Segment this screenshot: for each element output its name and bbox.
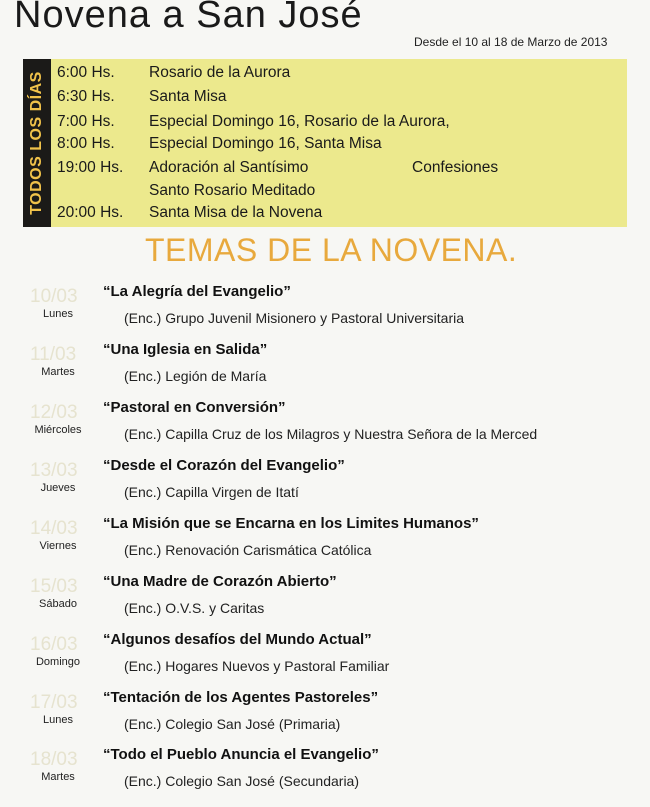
schedule-activity: Rosario de la Aurora — [149, 64, 291, 81]
item-encargado: (Enc.) Legión de María — [124, 368, 267, 384]
item-theme: “Pastoral en Conversión” — [103, 399, 286, 416]
schedule-activity: Especial Domingo 16, Santa Misa — [149, 135, 382, 152]
item-day: Jueves — [40, 482, 76, 494]
item-day: Lunes — [43, 714, 73, 726]
item-theme: “Todo el Pueblo Anuncia el Evangelio” — [103, 746, 379, 763]
schedule-activity: Santa Misa de la Novena — [149, 204, 323, 221]
item-day: Lunes — [43, 308, 73, 320]
schedule-side-banner — [23, 59, 51, 227]
date-range: Desde el 10 al 18 de Marzo de 2013 — [414, 35, 608, 49]
schedule-time: 7:00 Hs. — [57, 113, 115, 130]
item-day: Sábado — [39, 598, 77, 610]
page-title: Novena a San José — [14, 0, 363, 36]
novena-item — [0, 399, 650, 460]
item-date: 13/03 — [30, 460, 78, 481]
schedule-time: 8:00 Hs. — [57, 135, 115, 152]
item-encargado: (Enc.) O.V.S. y Caritas — [124, 600, 265, 616]
item-date: 11/03 — [30, 344, 77, 365]
item-date: 15/03 — [30, 576, 78, 597]
item-day: Martes — [41, 771, 75, 783]
item-encargado: (Enc.) Colegio San José (Primaria) — [124, 716, 341, 732]
schedule-activity: Adoración al Santísimo — [149, 159, 309, 176]
schedule-activity: Santo Rosario Meditado — [149, 182, 316, 199]
item-theme: “Tentación de los Agentes Pastoreles” — [103, 689, 379, 706]
schedule-activity: Especial Domingo 16, Rosario de la Aurora, — [149, 113, 450, 130]
item-date: 12/03 — [30, 402, 78, 423]
schedule-side-label: TODOS LOS DÍAS — [28, 71, 45, 215]
item-day: Martes — [41, 366, 75, 378]
item-date: 14/03 — [30, 518, 78, 539]
item-day: Domingo — [35, 656, 81, 668]
novena-item — [0, 457, 650, 518]
temas-heading: TEMAS DE LA NOVENA. — [145, 232, 518, 268]
item-encargado: (Enc.) Capilla Virgen de Itatí — [124, 484, 299, 500]
item-encargado: (Enc.) Colegio San José (Secundaria) — [124, 773, 360, 789]
item-encargado: (Enc.) Grupo Juvenil Misionero y Pastoral Universitaria — [124, 310, 465, 326]
item-day: Miércoles — [34, 424, 82, 436]
novena-item — [0, 283, 650, 344]
novena-item — [0, 341, 650, 402]
item-date: 18/03 — [30, 749, 78, 770]
novena-item — [0, 573, 650, 634]
item-theme: “Algunos desafíos del Mundo Actual” — [103, 631, 372, 648]
novena-item — [0, 631, 650, 692]
daily-schedule-box — [23, 59, 627, 227]
schedule-time: 6:30 Hs. — [57, 88, 115, 105]
item-day: Viernes — [39, 540, 77, 552]
item-theme: “Desde el Corazón del Evangelio” — [103, 457, 345, 474]
item-date: 16/03 — [30, 634, 78, 655]
item-theme: “La Alegría del Evangelio” — [103, 283, 291, 300]
novena-item — [0, 689, 650, 750]
item-date: 10/03 — [30, 286, 78, 307]
item-encargado: (Enc.) Capilla Cruz de los Milagros y Nuestra Señora de la Merced — [124, 426, 538, 442]
novena-item — [0, 515, 650, 576]
item-theme: “La Misión que se Encarna en los Limites Humanos” — [103, 515, 479, 532]
item-theme: “Una Iglesia en Salida” — [103, 341, 268, 358]
item-encargado: (Enc.) Hogares Nuevos y Pastoral Familiar — [124, 658, 390, 674]
schedule-time: 20:00 Hs. — [57, 204, 124, 221]
item-theme: “Una Madre de Corazón Abierto” — [103, 573, 337, 590]
schedule-time: 19:00 Hs. — [57, 159, 124, 176]
item-encargado: (Enc.) Renovación Carismática Católica — [124, 542, 372, 558]
schedule-activity: Santa Misa — [149, 88, 227, 105]
item-date: 17/03 — [30, 692, 78, 713]
schedule-time: 6:00 Hs. — [57, 64, 115, 81]
schedule-extra: Confesiones — [412, 159, 499, 176]
novena-item — [0, 746, 650, 807]
